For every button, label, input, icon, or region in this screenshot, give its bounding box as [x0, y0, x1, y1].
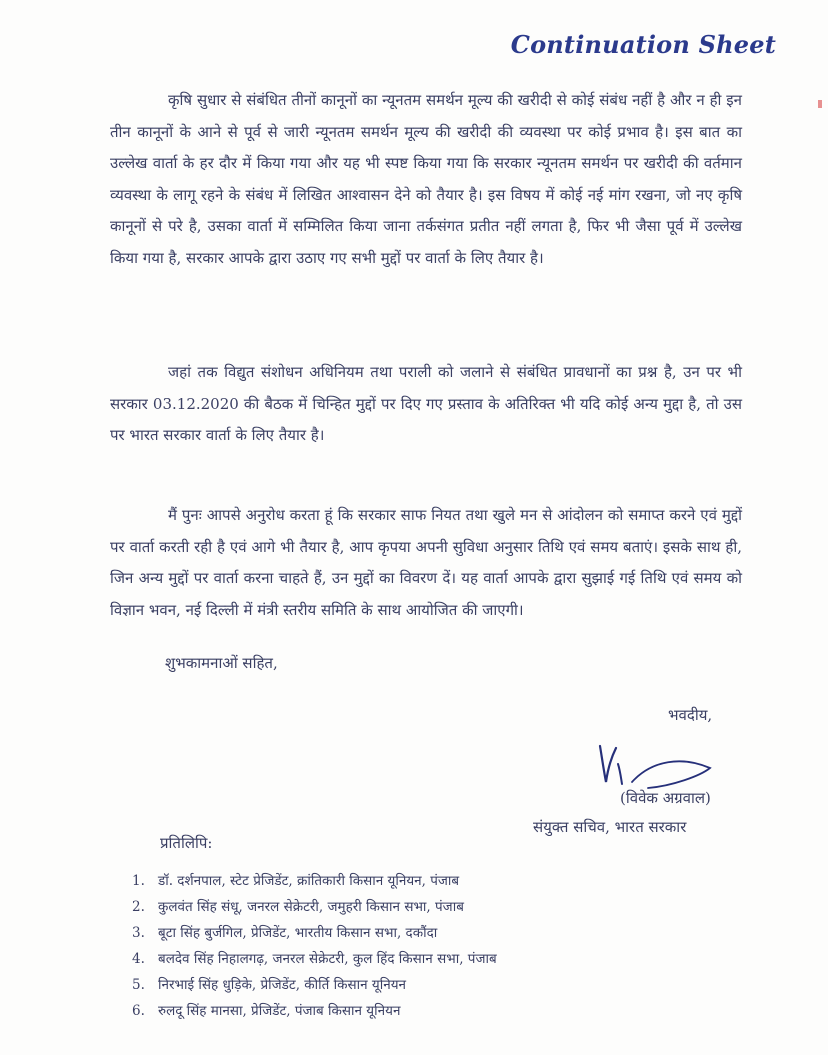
paragraph-1: कृषि सुधार से संबंधित तीनों कानूनों का न्यूनतम समर्थन मूल्य की खरीदी से कोई संबंध नहीं है और न ही इन तीन कानूनों के आने से पूर्व से जारी न्यूनतम समर्थन मूल्य की खरीदी की व्यवस्था पर कोई प्रभाव है। इस बात का उल्लेख वार्ता के हर दौर में किया गया और यह भी स्पष्ट किया गया कि सरकार न्यूनतम समर्थन पर खरीदी की वर्तमान व्यवस्था के लागू रहने के संबंध में लिखित आश्वासन देने को तैयार है। इस विषय में कोई नई मांग रखना, जो नए कृषि कानूनों से परे है, उसका वार्ता में सम्मिलित किया जाना तर्कसंगत प्रतीत नहीं लगता है, फिर भी जैसा पूर्व में उल्लेख किया गया है, सरकार आपके द्वारा उठाए गए सभी मुद्दों पर वार्ता के लिए तैयार है।: [110, 91, 742, 267]
cc-item-number: 5.: [132, 977, 145, 993]
cc-item: [132, 998, 692, 1024]
cc-item-number: 3.: [132, 925, 145, 941]
cc-item: [132, 920, 692, 946]
cc-item-number: 1.: [132, 873, 145, 889]
signer-name: (विवेक अग्रवाल): [620, 789, 711, 807]
closing-greeting: शुभकामनाओं सहित,: [165, 654, 278, 672]
cc-list: [132, 868, 692, 1024]
cc-item: [132, 946, 692, 972]
cc-item-text: रुलदू सिंह मानसा, प्रेजिडेंट, पंजाब किसान यूनियन: [158, 1003, 401, 1019]
cc-item-number: 2.: [132, 899, 145, 915]
cc-item-text: बलदेव सिंह निहालगढ़, जनरल सेक्रेटरी, कुल हिंद किसान सभा, पंजाब: [158, 951, 497, 967]
cc-label: प्रतिलिपि:: [160, 834, 213, 852]
yours-faithfully: भवदीय,: [668, 706, 713, 724]
continuation-sheet-title: Continuation Sheet: [510, 30, 776, 59]
cc-item-text: कुलवंत सिंह संधू, जनरल सेक्रेटरी, जमुहरी किसान सभा, पंजाब: [158, 899, 464, 915]
signer-designation: संयुक्त सचिव, भारत सरकार: [533, 818, 687, 836]
cc-item-text: निरभाई सिंह धुड़िके, प्रेजिडेंट, कीर्ति किसान यूनियन: [158, 977, 407, 993]
cc-item-text: बूटा सिंह बुर्जगिल, प्रेजिडेंट, भारतीय किसान सभा, दकौंदा: [158, 925, 438, 941]
cc-item: [132, 868, 692, 894]
cc-item: [132, 894, 692, 920]
cc-item-number: 4.: [132, 951, 145, 967]
cc-item: [132, 972, 692, 998]
paragraph-3: मैं पुनः आपसे अनुरोध करता हूं कि सरकार साफ नियत तथा खुले मन से आंदोलन को समाप्त करने एवं मुद्दों पर वार्ता करती रही है एवं आगे भी तैयार है, आप कृपया अपनी सुविधा अनुसार तिथि एवं समय बताएं। इसके साथ ही, जिन अन्य मुद्दों पर वार्ता करना चाहते हैं, उन मुद्दों का विवरण दें। यह वार्ता आपके द्वारा सुझाई गई तिथि एवं समय को विज्ञान भवन, नई दिल्ली में मंत्री स्तरीय समिति के साथ आयोजित की जाएगी।: [110, 506, 742, 619]
paragraph-2: जहां तक विद्युत संशोधन अधिनियम तथा पराली को जलाने से संबंधित प्रावधानों का प्रश्न है, उन पर भी सरकार 03.12.2020 की बैठक में चिन्हित मुद्दों पर दिए गए प्रस्ताव के अतिरिक्त भी यदि कोई अन्य मुद्दा है, तो उस पर भारत सरकार वार्ता के लिए तैयार है।: [110, 363, 742, 444]
cc-item-text: डॉ. दर्शनपाल, स्टेट प्रेजिडेंट, क्रांतिकारी किसान यूनियन, पंजाब: [158, 873, 460, 889]
margin-mark: [818, 100, 822, 108]
cc-item-number: 6.: [132, 1003, 145, 1019]
